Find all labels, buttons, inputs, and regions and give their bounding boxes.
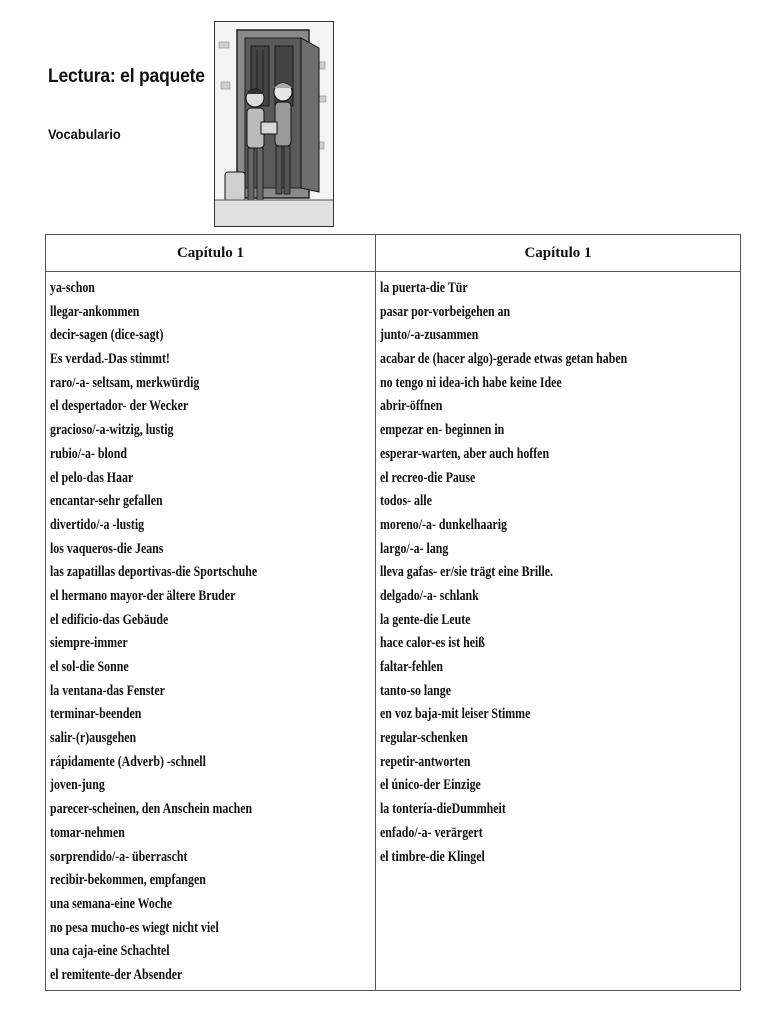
vocab-entry: las zapatillas deportivas-die Sportschuhe	[50, 564, 258, 581]
vocab-entry: decir-sagen (dice-sagt)	[50, 327, 164, 344]
vocab-entry: en voz baja-mit leiser Stimme	[380, 706, 531, 723]
vocab-entry: no pesa mucho-es wiegt nicht viel	[50, 919, 219, 936]
vocab-entry: tomar-nehmen	[50, 824, 125, 841]
vocab-entry: la puerta-die Tür	[380, 280, 468, 296]
vocab-entry: esperar-warten, aber auch hoffen	[380, 445, 550, 462]
vocab-entry: abrir-öffnen	[380, 398, 443, 415]
vocab-entry: el edificio-das Gebäude	[50, 611, 169, 628]
vocab-entry: pasar por-vorbeigehen an	[380, 303, 511, 320]
page-title: Lectura: el paquete	[48, 66, 205, 87]
vocab-entry: rubio/-a- blond	[50, 445, 127, 462]
vocab-entry: encantar-sehr gefallen	[50, 493, 163, 510]
vocab-entry: el sol-die Sonne	[50, 659, 129, 675]
vocab-list-right	[376, 272, 741, 991]
vocab-entry: no tengo ni idea-ich habe keine Idee	[380, 374, 562, 391]
section-subtitle: Vocabulario	[48, 126, 121, 142]
vocab-entry: delgado/-a- schlank	[380, 587, 479, 604]
vocab-entry: joven-jung	[50, 777, 105, 794]
column-header-left: Capítulo 1	[46, 235, 376, 272]
vocab-entry: hace calor-es ist heiß	[380, 635, 485, 652]
vocab-entry: acabar de (hacer algo)-gerade etwas getan haben	[380, 351, 628, 368]
doorway-illustration	[214, 21, 334, 227]
vocab-entry: el recreo-die Pause	[380, 469, 476, 486]
vocab-entry: la gente-die Leute	[380, 611, 471, 628]
vocab-entry: lleva gafas- er/sie trägt eine Brille.	[380, 564, 554, 581]
vocab-entry: empezar en- beginnen in	[380, 422, 505, 439]
vocab-entry: regular-schenken	[380, 730, 468, 747]
vocab-entry: gracioso/-a-witzig, lustig	[50, 422, 174, 439]
vocab-entry: siempre-immer	[50, 635, 128, 652]
vocab-entry: el despertador- der Wecker	[50, 398, 189, 415]
vocab-entry: repetir-antworten	[380, 753, 471, 770]
vocab-entry: salir-(r)ausgehen	[50, 730, 137, 747]
vocab-entry: ya-schon	[50, 280, 95, 296]
vocab-entry: largo/-a- lang	[380, 540, 449, 557]
two-people-at-doorway-cartoon-icon	[215, 22, 333, 226]
vocab-entry: llegar-ankommen	[50, 303, 140, 320]
vocab-entry: enfado/-a- verärgert	[380, 824, 483, 841]
vocab-entry: tanto-so lange	[380, 682, 452, 699]
vocab-entry: divertido/-a -lustig	[50, 516, 145, 533]
vocab-entry: una semana-eine Woche	[50, 895, 173, 912]
vocab-entry: una caja-eine Schachtel	[50, 943, 170, 960]
table-header-row	[46, 235, 741, 272]
vocab-entry: el remitente-der Absender	[50, 966, 183, 983]
vocab-entry: sorprendido/-a- überrascht	[50, 848, 188, 865]
vocab-entry: el timbre-die Klingel	[380, 848, 485, 865]
vocab-entry: la tontería-dieDummheit	[380, 801, 506, 818]
column-header-right: Capítulo 1	[376, 235, 741, 272]
vocab-list-left	[46, 272, 376, 991]
vocab-entry: todos- alle	[380, 493, 432, 510]
vocab-entry: el pelo-das Haar	[50, 469, 134, 486]
vocabulary-table	[45, 234, 741, 991]
vocab-entry: Es verdad.-Das stimmt!	[50, 351, 170, 368]
vocab-entry: raro/-a- seltsam, merkwürdig	[50, 374, 200, 391]
table-row	[46, 272, 741, 991]
vocab-entry: el único-der Einzige	[380, 777, 481, 794]
vocab-entry: terminar-beenden	[50, 706, 142, 723]
vocab-entry: parecer-scheinen, den Anschein machen	[50, 801, 253, 818]
vocab-entry: junto/-a-zusammen	[380, 327, 479, 344]
vocab-entry: rápidamente (Adverb) -schnell	[50, 753, 206, 770]
vocab-entry: moreno/-a- dunkelhaarig	[380, 516, 507, 533]
vocab-entry: recibir-bekommen, empfangen	[50, 872, 206, 889]
vocab-entry: faltar-fehlen	[380, 659, 443, 675]
vocab-entry: el hermano mayor-der ältere Bruder	[50, 587, 236, 604]
vocab-entry: la ventana-das Fenster	[50, 682, 165, 699]
vocab-entry: los vaqueros-die Jeans	[50, 540, 164, 557]
